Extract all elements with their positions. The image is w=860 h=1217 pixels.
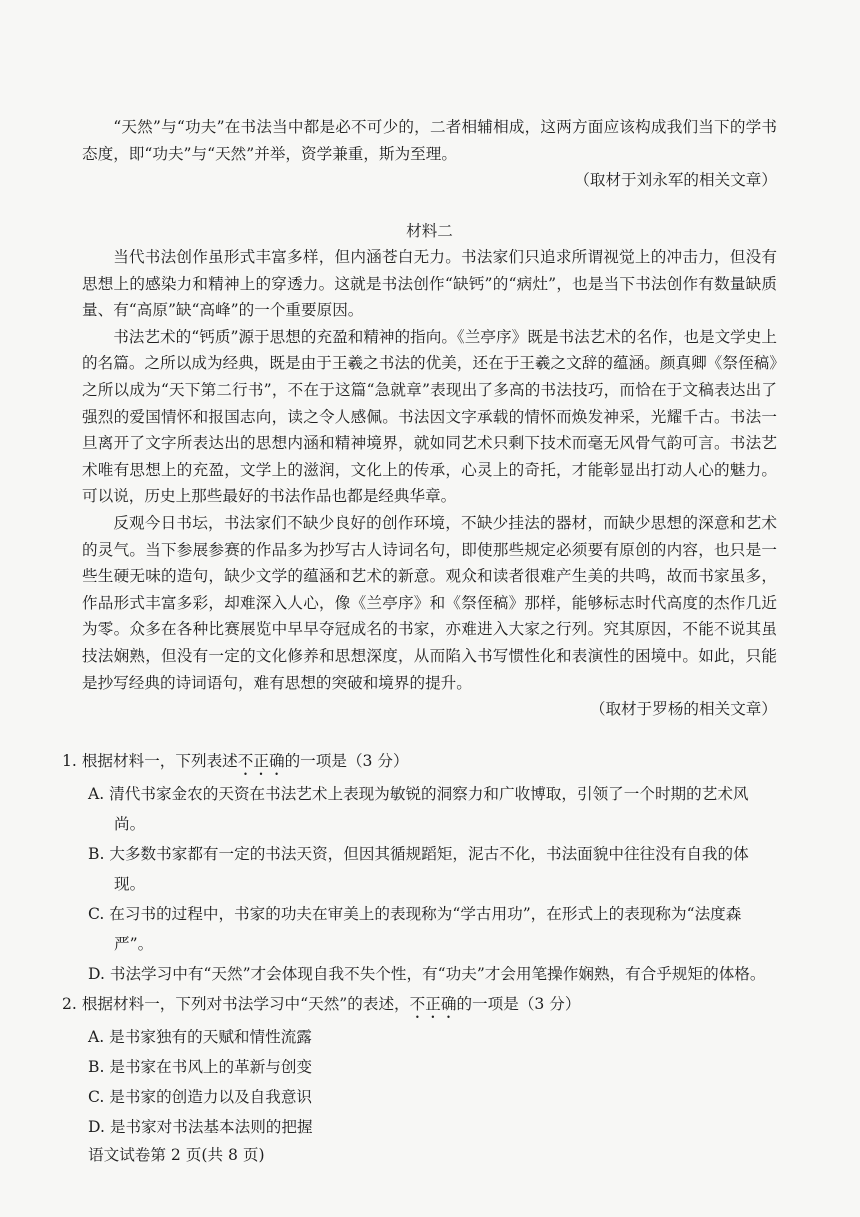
material1-tail: [82, 114, 777, 193]
material2: [82, 218, 777, 722]
question-2-stem: [62, 989, 774, 1022]
material2-source: （取材于罗杨的相关文章）: [589, 700, 777, 719]
question-1-option-d: D. 书法学习中有“天然”才会体现自我不失个性，有“功夫”才会用笔操作娴熟，有合乎规矩的体格。: [88, 965, 766, 983]
question-2-stem-post: 的一项是（3 分）: [456, 995, 581, 1013]
question-1-emphasis: 不正确: [237, 752, 285, 770]
material2-heading: 材料二: [406, 222, 453, 240]
question-1-stem: [62, 746, 774, 779]
question-1-stem-post: 的一项是（3 分）: [284, 752, 409, 770]
question-2-option-c: C. 是书家的创造力以及自我意识: [88, 1088, 313, 1106]
page-footer: 语文试卷第 2 页(共 8 页): [88, 1146, 265, 1164]
question-1-option-a: A. 清代书家金农的天资在书法艺术上表现为敏锐的洞察力和广收博取，引领了一个时期的艺术风尚。: [88, 785, 749, 833]
material1-source: （取材于刘永军的相关文章）: [574, 171, 777, 190]
question-2-option-a: A. 是书家独有的天赋和情性流露: [88, 1028, 312, 1046]
question-2-option-b: B. 是书家在书风上的革新与创变: [88, 1058, 313, 1076]
material2-paragraph-3: 反观今日书坛，书法家们不缺少良好的创作环境，不缺少挂法的器材，而缺少思想的深意和艺术的灵气。当下参展参赛的作品多为抄写古人诗词名句，即使那些规定必须要有原创的内容，也只是一些生硬无味的造句，缺少文学的蕴涵和艺术的新意。观众和读者很难产生美的共鸣，故而书家虽多，作品形式丰富多彩，却难深入人心，像《兰亭序》和《祭侄稿》那样，能够标志时代高度的杰作几近为零。众多在各种比赛展览中早早夺冠成名的书家，亦难进入大家之行列。究其原因，不能不说其虽技法娴熟，但没有一定的文化修养和思想深度，从而陷入书写惯性化和表演性的困境中。如此，只能是抄写经典的诗词语句，难有思想的突破和境界的提升。: [82, 513, 777, 692]
material1-paragraph: “天然”与“功夫”在书法当中都是必不可少的，二者相辅相成，这两方面应该构成我们当下的学书态度，即“功夫”与“天然”并举，资学兼重，斯为至理。: [82, 118, 777, 163]
question-1-option-b: B. 大多数书家都有一定的书法天资，但因其循规蹈矩，泥古不化，书法面貌中往往没有自我的体现。: [88, 845, 749, 893]
question-2-emphasis: 不正确: [409, 995, 457, 1013]
material2-paragraph-2: 书法艺术的“钙质”源于思想的充盈和精神的指向。《兰亭序》既是书法艺术的名作，也是文学史上的名篇。之所以成为经典，既是由于王羲之书法的优美，还在于王羲之文辞的蕴涵。颜真卿《祭侄稿》之所以成为“天下第二行书”，不在于这篇“急就章”表现出了多高的书法技巧，而恰在于文稿表达出了强烈的爱国情怀和报国志向，读之令人感佩。书法因文字承载的情怀而焕发神采，光耀千古。书法一旦离开了文字所表达出的思想内涵和精神境界，就如同艺术只剩下技术而毫无风骨气韵可言。书法艺术唯有思想上的充盈，文学上的滋润，文化上的传承，心灵上的奇托，才能彰显出打动人心的魅力。可以说，历史上那些最好的书法作品也都是经典华章。: [82, 327, 777, 506]
material2-paragraph-1: 当代书法创作虽形式丰富多样，但内涵苍白无力。书法家们只追求所谓视觉上的冲击力，但没有思想上的感染力和精神上的穿透力。这就是书法创作“缺钙”的“病灶”，也是当下书法创作有数量缺质量、有“高原”缺“高峰”的一个重要原因。: [82, 248, 777, 320]
question-1-stem-pre: 1. 根据材料一，下列表述: [62, 752, 238, 770]
question-2-stem-pre: 2. 根据材料一，下列对书法学习中“天然”的表述，: [62, 995, 410, 1013]
questions: [62, 746, 774, 1168]
question-1-option-c: C. 在习书的过程中，书家的功夫在审美上的表现称为“学古用功”，在形式上的表现称为“法度森严”。: [88, 905, 742, 953]
question-2-option-d: D. 是书家对书法基本法则的把握: [88, 1118, 313, 1136]
